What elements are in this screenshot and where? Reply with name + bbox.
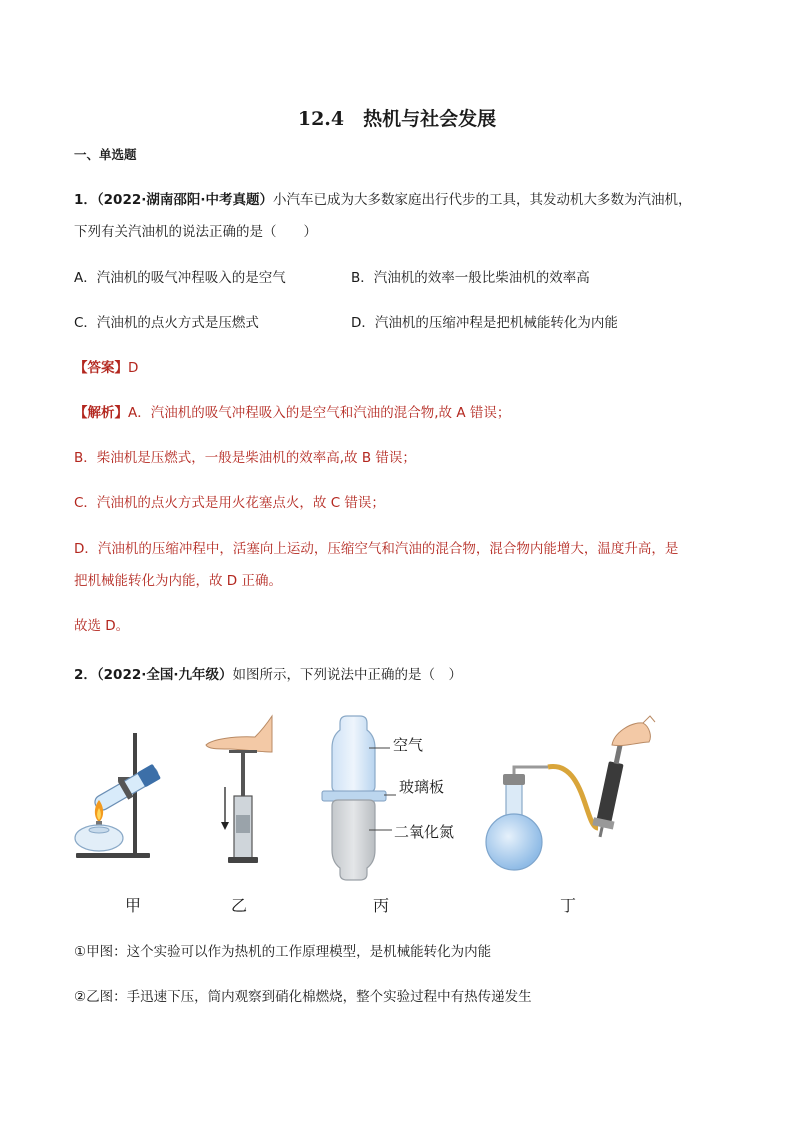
q2-statement-1: ①甲图：这个实验可以作为热机的工作原理模型，是机械能转化为内能 bbox=[74, 944, 492, 960]
q1-analysis-line-3: C．汽油机的点火方式是用火花塞点火，故 C 错误； bbox=[74, 495, 385, 511]
answer-tag: 【答案】 bbox=[74, 360, 128, 376]
q1-option-d: D．汽油机的压缩冲程是把机械能转化为内能 bbox=[351, 315, 618, 331]
q1-analysis-line-5: 把机械能转化为内能，故 D 正确。 bbox=[74, 573, 282, 589]
figure-bing-apparatus bbox=[322, 716, 396, 880]
q1-option-b: B．汽油机的效率一般比柴油机的效率高 bbox=[351, 270, 590, 286]
q1-analysis-line-2: B．柴油机是压燃式，一般是柴油机的效率高,故 B 错误； bbox=[74, 450, 416, 466]
q1-option-c: C．汽油机的点火方式是压燃式 bbox=[74, 315, 259, 331]
figure-jia-apparatus bbox=[75, 733, 162, 858]
q2-stem-text: 如图所示，下列说法中正确的是（ ） bbox=[232, 667, 462, 683]
answer-value: D bbox=[128, 360, 139, 376]
section-heading: 一、单选题 bbox=[74, 147, 137, 162]
bing-label-glass-plate: 玻璃板 bbox=[399, 778, 445, 796]
q2-source: （2022·全国·九年级） bbox=[96, 667, 233, 683]
page-title: 12.4 热机与社会发展 bbox=[297, 108, 497, 130]
bing-label-air: 空气 bbox=[393, 736, 424, 754]
figure-ding-apparatus bbox=[486, 716, 655, 870]
q1-source: （2022·湖南邵阳·中考真题） bbox=[96, 192, 273, 208]
analysis-text: A．汽油机的吸气冲程吸入的是空气和汽油的混合物,故 A 错误； bbox=[128, 405, 511, 421]
q1-stem-part2: 下列有关汽油机的说法正确的是（ ） bbox=[74, 224, 317, 240]
figure-label-yi: 乙 bbox=[231, 896, 248, 915]
q1-analysis-line-4: D．汽油机的压缩冲程中，活塞向上运动，压缩空气和汽油的混合物，混合物内能增大，温度升高，是 bbox=[74, 541, 679, 557]
figure-label-ding: 丁 bbox=[560, 896, 577, 915]
bing-label-no2: 二氧化氮 bbox=[394, 823, 455, 841]
q1-analysis-line-6: 故选 D。 bbox=[74, 618, 130, 634]
figure-label-bing: 丙 bbox=[373, 896, 390, 915]
q2-statement-2: ②乙图：手迅速下压，筒内观察到硝化棉燃烧，整个实验过程中有热传递发生 bbox=[74, 989, 532, 1005]
figure-yi-apparatus bbox=[206, 716, 272, 863]
q1-option-a: A．汽油机的吸气冲程吸入的是空气 bbox=[74, 270, 286, 286]
analysis-tag: 【解析】 bbox=[74, 405, 128, 421]
q1-number: 1． bbox=[74, 192, 97, 208]
figure-label-jia: 甲 bbox=[125, 896, 142, 915]
q1-stem-part1: 小汽车已成为大多数家庭出行代步的工具，其发动机大多数为汽油机， bbox=[273, 192, 692, 208]
q2-number: 2． bbox=[74, 667, 97, 683]
